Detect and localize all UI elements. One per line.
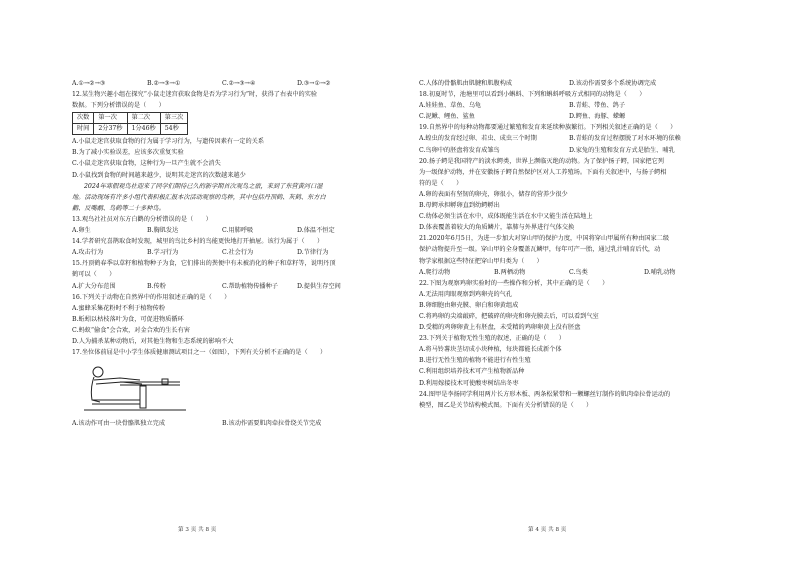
q22-option-c: C.将鸡卵的尖端敲碎，把破碎的卵壳和卵壳膜去后，可以看到气室 bbox=[419, 312, 599, 320]
q19-option-b: B.青蛙的发育过程摆脱了对水环境的依赖 bbox=[569, 135, 681, 143]
q21-stem-line1: 21.2020年6月5日，为进一步加大对穿山甲的保护力度，中国将穿山甲属所有种由国家二级 bbox=[419, 235, 670, 243]
q18-stem: 18.初夏时节，池塘里可以看到小蝌蚪、下列和蝌蚪呼吸方式相同的动物是（ ） bbox=[419, 91, 646, 99]
q15-options bbox=[72, 281, 372, 292]
q21-option-a: A.爬行动物 bbox=[419, 268, 451, 276]
q22-option-b: B.卵细胞由卵壳膜、卵白和卵黄组成 bbox=[419, 301, 519, 309]
q11-option-b: B.②→③→① bbox=[147, 80, 181, 87]
q21-options bbox=[419, 267, 719, 278]
q22-option-d: D.受精的鸡卵卵黄上有胚盘，未受精的鸡卵卵黄上没有胚盘 bbox=[419, 324, 581, 332]
q11-option-d: D.③→①→② bbox=[297, 80, 331, 87]
q12-stem-line2: 数据。下列分析错误的是（ ） bbox=[72, 102, 165, 110]
q20-option-d: D.体表覆盖着较大的角质鳞片，靠肺与外界进行气体交换 bbox=[419, 224, 575, 232]
q14-stem: 14.学者研究喜鹊取食时发现，城里的鸟比乡村的鸟能更快地打开抽屉。该行为属于（ ） bbox=[72, 238, 324, 246]
q11-options bbox=[72, 78, 372, 89]
q21-stem-line3: 物学家根据这些特征把穿山甲归类为（ ） bbox=[419, 257, 543, 265]
q15-option-c: C.帮助植物传播种子 bbox=[222, 282, 278, 290]
q24-stem-line1: 24.图甲是李扬同学利用两片长方形木板、两条松紧带和一颗螺丝钉制作的肌肉牵拉骨运动的 bbox=[419, 390, 671, 398]
table-cell: 1分46秒 bbox=[127, 124, 160, 135]
table-cell: 时间 bbox=[73, 124, 94, 135]
passage-line1: 2024年寒假观鸟社迎来了同学们期待已久的新学期首次观鸟之旅，来到了东营黄河口湿 bbox=[84, 182, 323, 190]
passage-line3: 鹳、反嘴鹬、鸟鹤等二十多种鸟。 bbox=[72, 204, 165, 212]
left-column bbox=[72, 78, 372, 429]
q16-option-d: D.人为捕杀某种动物后，对其他生物和生态系统的影响不大 bbox=[72, 337, 234, 345]
q20-stem-line1: 20.扬子鳄是我国特产的淡水鳄类，世界上濒临灭绝的动物。为了保护扬子鳄，国家把它列 bbox=[419, 157, 664, 165]
q18-option-d: D.鳄鱼、海豚、蝾螈 bbox=[569, 113, 626, 121]
page-footer-left: 第 3 页 共 8 页 bbox=[178, 527, 217, 533]
q20-option-b: B.母鳄承担孵卵直到幼鳄孵出 bbox=[419, 202, 500, 210]
table-row bbox=[73, 113, 188, 124]
q18-options-cd bbox=[419, 111, 719, 122]
table-cell: 第一次 bbox=[94, 113, 127, 124]
page-footer-right: 第 4 页 共 8 页 bbox=[528, 527, 567, 533]
q18-option-a: A.娃娃鱼、草鱼、乌龟 bbox=[419, 102, 482, 110]
q17-options-ab bbox=[72, 418, 372, 429]
q23-option-c: C.利用组织培养技术可产生植物新品种 bbox=[419, 368, 525, 376]
q13-option-d: D.体温不恒定 bbox=[297, 227, 335, 235]
table-cell: 第三次 bbox=[160, 113, 188, 124]
q15-stem-line1: 15.丹顶鹤春季以草籽和植物种子为食，它们排出的粪便中有未被消化的种子和草籽等，说明丹顶 bbox=[72, 260, 336, 268]
q14-option-d: D.节律行为 bbox=[297, 249, 329, 257]
q13-option-a: A.卵生 bbox=[72, 227, 91, 235]
q19-stem: 19.自然界中的每种动物都要通过繁殖和发育来延续种族繁衍。下列相关叙述正确的是（ ） bbox=[419, 124, 677, 132]
q14-option-c: C.社会行为 bbox=[222, 249, 254, 257]
q12-option-d: D.小鼠找到食物的时间越来越少，说明其走迷宫的次数越来越少 bbox=[72, 171, 246, 179]
q16-option-a: A.蜜蜂采集花粉时不利于植物传粉 bbox=[72, 304, 166, 312]
q16-stem: 16.下列关于动物在自然界中的作用叙述正确的是（ ） bbox=[72, 293, 231, 301]
q23-option-b: B.进行无性生殖的植物不能进行有性生殖 bbox=[419, 357, 531, 365]
q17-option-a: A.该动作可由一块骨骼肌独立完成 bbox=[72, 420, 166, 428]
q17-options-cd bbox=[419, 78, 719, 89]
passage-line2: 地。活动现场有许多小组代表积极汇报本次活动观察的鸟种，其中包括丹顶鹤、灰鹤、东方白 bbox=[72, 193, 326, 201]
q20-stem-line3: 符的是（ ） bbox=[419, 179, 463, 187]
q16-option-b: B.蚯蚓以枯枝落叶为食，可促进物质循环 bbox=[72, 315, 184, 323]
q12-data-table bbox=[72, 112, 188, 135]
q15-option-d: D.提供生存空间 bbox=[297, 282, 341, 290]
q12-option-b: B.为了减小实验误差，应该多次重复实验 bbox=[72, 149, 184, 157]
q23-option-d: D.利用嫁接技术可使酸枣树结出冬枣 bbox=[419, 379, 519, 387]
q18-option-c: C.泥鳅、鲤鱼、鲨鱼 bbox=[419, 113, 475, 121]
q14-option-b: B.学习行为 bbox=[147, 249, 179, 257]
q22-stem: 22.下图为观察鸡卵实验时的一些操作和分析，其中正确的是（ ） bbox=[419, 279, 609, 287]
q21-option-b: B.两栖动物 bbox=[494, 268, 526, 276]
right-column bbox=[419, 78, 719, 411]
q21-option-d: D.哺乳动物 bbox=[644, 268, 676, 276]
q16-option-c: C.蚂蚁“偷食”会合欢，对金合欢的生长有害 bbox=[72, 326, 190, 334]
q20-option-a: A.卵的表面有坚韧的卵壳，卵很小，储存的营养少很少 bbox=[419, 190, 568, 198]
right-page bbox=[397, 0, 794, 562]
table-row bbox=[73, 124, 188, 135]
table-cell: 54秒 bbox=[160, 124, 188, 135]
q18-options-ab bbox=[419, 100, 719, 111]
sit-and-reach-figure bbox=[72, 358, 372, 418]
q19-option-c: C.鸟卵中的胚盘将发育成雏鸟 bbox=[419, 146, 500, 154]
q12-option-a: A.小鼠走迷宫获取食物的行为属于学习行为，与遗传因素有一定的关系 bbox=[72, 138, 265, 146]
table-cell: 次数 bbox=[73, 113, 94, 124]
q14-options bbox=[72, 247, 372, 258]
q13-stem: 13.观鸟社社员对东方白鹳的分析错误的是（ ） bbox=[72, 215, 212, 223]
q15-option-b: B.传粉 bbox=[147, 282, 166, 290]
q13-option-b: B.胸肌发达 bbox=[147, 227, 179, 235]
q20-option-c: C.幼体必须生活在水中，成体既能生活在水中又能生活在陆地上 bbox=[419, 213, 593, 221]
q21-stem-line2: 保护动物提升至一级。穿山甲的全身覆盖瓦鳞甲，每年可产一胎，通过乳汁哺育后代，动 bbox=[419, 246, 661, 254]
q15-option-a: A.扩大分布范围 bbox=[72, 282, 116, 290]
q17-option-d: D.该动作需要多个系统协调完成 bbox=[569, 80, 657, 87]
q19-options-ab bbox=[419, 133, 719, 144]
q17-option-b: B.该动作需要肌肉牵拉骨绕关节完成 bbox=[222, 420, 322, 428]
table-cell: 2分37秒 bbox=[94, 124, 127, 135]
q17-option-c: C.人体的骨骼肌由肌腱和肌腹构成 bbox=[419, 80, 513, 87]
q24-stem-line2: 模型，图乙是关节结构模式图。下面有关分析错误的是（ ） bbox=[419, 401, 593, 409]
q12-option-c: C.小鼠走迷宫获取食物，这种行为一旦产生就不会消失 bbox=[72, 160, 221, 168]
sit-and-reach-drawing bbox=[80, 358, 190, 418]
q21-option-c: C.鸟类 bbox=[569, 268, 588, 276]
q19-option-d: D.家兔的生殖和发育方式是胎生、哺乳 bbox=[569, 146, 675, 154]
q19-options-cd bbox=[419, 145, 719, 156]
q17-stem: 17.坐位体前屈是中小学生体质健康测试项目之一（如图），下列有关分析不正确的是（ ） bbox=[72, 349, 327, 357]
table-cell: 第二次 bbox=[127, 113, 160, 124]
q13-option-c: C.用肺呼吸 bbox=[222, 227, 254, 235]
q20-stem-line2: 为一级保护动物，并在安徽扬子鳄自然保护区对人工养殖场。下面有关叙述中，与扬子鳄相 bbox=[419, 168, 667, 176]
q13-options bbox=[72, 225, 372, 236]
q23-option-a: A.将马铃薯块茎切成小块种植，每块都能长成新个体 bbox=[419, 346, 562, 354]
q15-stem-line2: 鹤可以（ ） bbox=[72, 271, 116, 279]
q23-stem: 23.下列关于植物无性生殖的叙述，正确的是（ ） bbox=[419, 335, 565, 343]
q22-option-a: A.无法用肉眼观察到鸡卵壳的气孔 bbox=[419, 290, 513, 298]
q11-option-c: C.②→③→④ bbox=[222, 80, 256, 87]
q11-option-a: A.①→②→③ bbox=[72, 80, 106, 87]
q12-stem-line1: 12.某生物兴趣小组在探究“小鼠走迷宫获取食物是否为学习行为”时，获得了右表中的实验 bbox=[72, 91, 318, 99]
q19-option-a: A.蝗虫的发育经过卵、若虫、成虫三个时期 bbox=[419, 135, 537, 143]
q14-option-a: A.攻击行为 bbox=[72, 249, 104, 257]
q18-option-b: B.青蛙、带鱼、鸽子 bbox=[569, 102, 626, 110]
